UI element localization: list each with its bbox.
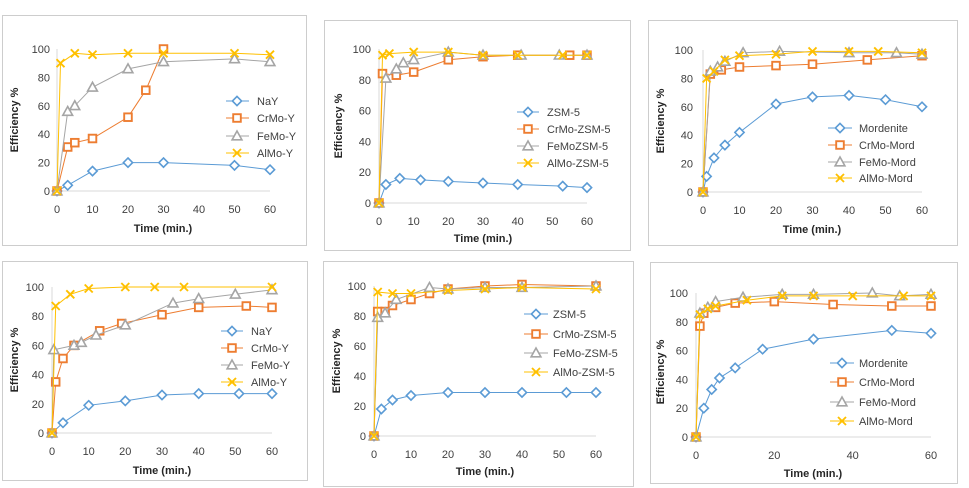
data-point-crmo-y — [243, 302, 251, 310]
y-tick-label: 100 — [669, 288, 688, 300]
x-tick-label: 20 — [441, 449, 455, 461]
x-axis-title: Time (min.) — [132, 465, 192, 477]
y-tick-label: 20 — [680, 158, 693, 171]
y-tick-label: 20 — [31, 398, 44, 411]
y-axis-title: Efficiency % — [9, 327, 21, 393]
x-tick-label: 20 — [769, 205, 783, 217]
x-tick-label: 60 — [263, 204, 277, 216]
y-tick-label: 60 — [31, 340, 44, 353]
legend-label: AlMo-Mord — [859, 416, 913, 428]
legend-item-mordenite — [830, 358, 908, 370]
data-point-crmo-mord — [829, 301, 837, 309]
y-tick-label: 100 — [347, 281, 366, 293]
data-point-crmo-y — [158, 311, 166, 319]
y-axis-title: Efficiency % — [655, 339, 667, 405]
legend-label: Mordenite — [859, 358, 908, 370]
data-point-crmo-zsm-5 — [445, 56, 453, 64]
chart-panel-3 — [649, 21, 958, 246]
x-tick-label: 0 — [699, 205, 707, 217]
data-point-crmo-zsm-5 — [410, 68, 418, 76]
chart-panel-5 — [324, 262, 634, 487]
x-axis-title: Time (min.) — [133, 223, 193, 235]
x-axis-title: Time (min.) — [455, 466, 515, 478]
y-tick-label: 20 — [353, 401, 366, 413]
x-tick-label: 0 — [53, 204, 61, 216]
legend-label: FeMo-Mord — [859, 157, 916, 169]
y-tick-label: 0 — [681, 432, 688, 444]
x-tick-label: 10 — [82, 446, 95, 458]
y-tick-label: 100 — [352, 44, 371, 56]
legend-marker-square — [532, 330, 540, 338]
x-tick-label: 50 — [546, 216, 559, 228]
y-tick-label: 40 — [680, 130, 693, 143]
data-point-crmo-y — [268, 304, 276, 312]
y-tick-label: 0 — [43, 186, 50, 198]
chart-panel-6 — [651, 263, 958, 484]
data-point-crmo-mord — [927, 302, 935, 310]
x-tick-label: 40 — [511, 216, 524, 228]
x-tick-label: 60 — [580, 216, 594, 228]
y-tick-label: 20 — [675, 403, 688, 416]
y-tick-label: 80 — [31, 311, 44, 324]
legend-label: FeMo-Y — [257, 131, 297, 143]
x-tick-label: 60 — [915, 205, 929, 217]
y-tick-label: 100 — [31, 44, 50, 56]
x-tick-label: 50 — [879, 205, 892, 217]
chart-panel-1 — [3, 16, 307, 246]
chart-border — [649, 21, 958, 246]
y-tick-label: 40 — [675, 374, 688, 387]
x-tick-label: 20 — [442, 216, 455, 228]
x-tick-label: 30 — [476, 216, 490, 228]
y-axis-title: Efficiency % — [655, 88, 667, 154]
chart-panel-2 — [325, 21, 631, 251]
data-point-crmo-mord — [809, 60, 817, 68]
y-tick-label: 20 — [37, 157, 50, 170]
data-point-crmo-mord — [772, 62, 780, 70]
legend-item-mordenite — [828, 123, 908, 135]
legend-label: FeMo-Mord — [859, 397, 916, 409]
y-tick-label: 0 — [364, 198, 371, 210]
x-tick-label: 20 — [119, 446, 132, 458]
y-axis-title: Efficiency % — [9, 87, 21, 153]
x-tick-label: 10 — [407, 216, 420, 228]
legend-marker-square — [228, 344, 236, 352]
y-tick-label: 80 — [675, 316, 688, 329]
y-tick-label: 60 — [680, 101, 693, 114]
data-point-crmo-y — [59, 355, 67, 363]
x-tick-label: 40 — [192, 446, 205, 458]
x-tick-label: 40 — [846, 450, 859, 462]
y-tick-label: 100 — [25, 282, 44, 294]
x-tick-label: 10 — [86, 204, 99, 216]
data-point-crmo-mord — [736, 63, 744, 71]
legend-label: FeMo-Y — [251, 360, 291, 372]
x-tick-label: 50 — [228, 204, 241, 216]
legend-label: CrMo-ZSM-5 — [547, 124, 611, 136]
y-tick-label: 20 — [358, 167, 371, 180]
data-point-crmo-y — [124, 113, 132, 121]
legend-label: NaY — [251, 326, 273, 338]
y-axis-title: Efficiency % — [331, 328, 343, 394]
x-tick-label: 30 — [155, 446, 169, 458]
x-tick-label: 30 — [157, 204, 170, 216]
x-tick-label: 50 — [552, 449, 566, 461]
chart-panel-4 — [3, 262, 308, 481]
data-point-crmo-mord — [864, 56, 872, 64]
y-tick-label: 60 — [353, 341, 366, 353]
legend-label: ZSM-5 — [547, 107, 580, 119]
y-tick-label: 80 — [358, 74, 371, 87]
legend-marker-square — [233, 114, 241, 122]
legend-marker-square — [836, 141, 844, 149]
legend-label: AlMo-Y — [257, 148, 294, 160]
legend-label: FeMoZSM-5 — [547, 141, 609, 153]
x-tick-label: 20 — [121, 204, 135, 216]
x-tick-label: 60 — [924, 450, 938, 462]
y-tick-label: 0 — [359, 431, 366, 443]
legend-label: CrMo-Y — [257, 113, 295, 125]
y-tick-label: 40 — [353, 371, 366, 383]
y-tick-label: 80 — [680, 73, 693, 86]
data-point-crmo-mord — [888, 302, 896, 310]
legend-label: NaY — [257, 96, 279, 108]
y-tick-label: 40 — [358, 136, 371, 149]
legend-label: ZSM-5 — [553, 309, 586, 321]
y-tick-label: 40 — [31, 369, 44, 382]
legend-marker-square — [524, 125, 532, 133]
y-tick-label: 0 — [37, 428, 44, 440]
legend-label: CrMo-Mord — [859, 377, 915, 389]
data-point-crmo-y — [142, 86, 150, 94]
y-tick-label: 100 — [674, 45, 693, 57]
legend-label: AlMo-ZSM-5 — [547, 158, 609, 170]
x-tick-label: 40 — [192, 204, 206, 216]
x-tick-label: 10 — [733, 205, 746, 217]
legend-label: FeMo-ZSM-5 — [553, 348, 618, 360]
x-tick-label: 0 — [48, 446, 56, 458]
y-tick-label: 60 — [675, 345, 688, 358]
x-tick-label: 30 — [478, 449, 492, 461]
x-tick-label: 40 — [842, 205, 856, 217]
x-tick-label: 60 — [589, 449, 603, 461]
x-tick-label: 60 — [265, 446, 279, 458]
x-tick-label: 30 — [806, 205, 819, 217]
x-axis-title: Time (min.) — [453, 233, 513, 245]
y-tick-label: 0 — [686, 187, 693, 199]
data-point-crmo-y — [89, 135, 97, 143]
legend-marker-square — [838, 378, 846, 386]
data-point-crmo-y — [71, 139, 79, 147]
x-tick-label: 40 — [515, 449, 529, 461]
y-tick-label: 40 — [37, 129, 50, 142]
x-tick-label: 0 — [375, 216, 383, 228]
legend-label: Mordenite — [859, 123, 908, 135]
y-tick-label: 60 — [358, 105, 371, 118]
legend-label: AlMo-ZSM-5 — [553, 367, 615, 379]
legend-label: CrMo-Mord — [859, 140, 915, 152]
data-point-crmo-y — [195, 304, 203, 312]
y-tick-label: 80 — [37, 72, 50, 85]
x-tick-label: 50 — [229, 446, 242, 458]
x-axis-title: Time (min.) — [783, 468, 843, 480]
legend-label: CrMo-Y — [251, 343, 289, 355]
x-tick-label: 20 — [768, 450, 781, 462]
y-axis-title: Efficiency % — [333, 93, 345, 159]
y-tick-label: 60 — [37, 100, 50, 113]
x-tick-label: 0 — [370, 449, 378, 461]
x-axis-title: Time (min.) — [782, 224, 842, 236]
x-tick-label: 10 — [404, 449, 418, 461]
x-tick-label: 0 — [692, 450, 700, 462]
legend-label: AlMo-Mord — [859, 173, 913, 185]
legend-label: AlMo-Y — [251, 377, 288, 389]
legend-label: CrMo-ZSM-5 — [553, 329, 617, 341]
y-tick-label: 80 — [353, 311, 366, 323]
